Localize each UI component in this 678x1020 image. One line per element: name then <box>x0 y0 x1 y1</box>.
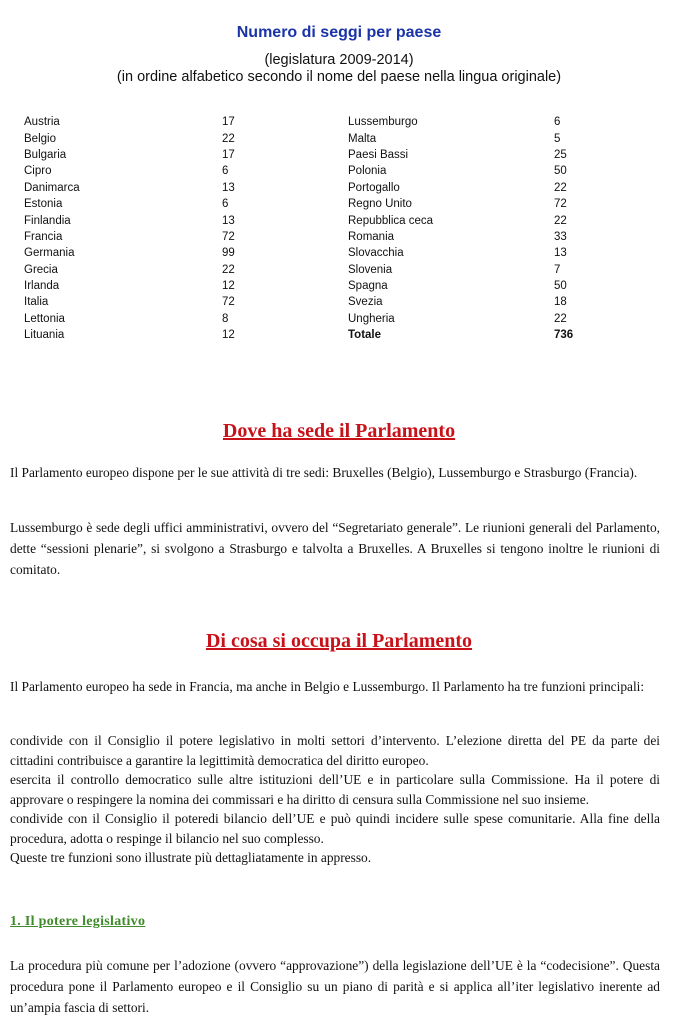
seat-count: 25 <box>554 148 567 161</box>
country-name: Spagna <box>348 280 388 293</box>
country-name: Lussemburgo <box>348 116 418 129</box>
seats-row <box>348 180 628 196</box>
country-name: Cipro <box>24 165 52 178</box>
seat-count: 17 <box>222 148 235 161</box>
seats-row <box>24 245 304 261</box>
seat-count: 13 <box>554 247 567 260</box>
country-name: Lituania <box>24 329 65 342</box>
seat-count: 6 <box>554 116 561 129</box>
seats-row <box>348 245 628 261</box>
total-value: 736 <box>554 329 574 342</box>
seats-row <box>24 212 304 228</box>
country-name: Slovenia <box>348 263 393 276</box>
seats-row <box>24 311 304 327</box>
seats-row <box>24 114 304 130</box>
seat-count: 22 <box>554 312 567 325</box>
seat-count: 22 <box>222 263 235 276</box>
seats-row <box>24 278 304 294</box>
seats-row <box>348 130 628 146</box>
sede-paragraph-1: Il Parlamento europeo dispone per le sue attività di tre sedi: Bruxelles (Belgio), Lussemburgo e Strasburgo (Francia). <box>10 465 638 480</box>
seats-row <box>348 294 628 310</box>
country-name: Polonia <box>348 165 387 178</box>
seat-count: 13 <box>222 214 235 227</box>
country-name: Regno Unito <box>348 198 412 211</box>
seats-row <box>348 212 628 228</box>
seats-row <box>348 147 628 163</box>
country-name: Danimarca <box>24 181 80 194</box>
seat-count: 33 <box>554 230 567 243</box>
seat-count: 6 <box>222 198 229 211</box>
heading-sede: Dove ha sede il Parlamento <box>222 420 456 442</box>
country-name: Grecia <box>24 263 58 276</box>
country-name: Belgio <box>24 132 56 145</box>
function-item: Queste tre funzioni sono illustrate più dettagliatamente in appresso. <box>10 850 372 865</box>
seats-row <box>348 278 628 294</box>
country-name: Slovacchia <box>348 247 404 260</box>
function-item: esercita il controllo democratico sulle altre istituzioni dell’UE e in particolare sulla Commissione. Ha il potere di approvare o respingere la nomina dei commissari e ha diritto di censura sulla Commissione nel suo insieme. <box>10 772 660 807</box>
seat-count: 50 <box>554 280 567 293</box>
seats-total-row <box>348 327 628 343</box>
seats-row <box>348 196 628 212</box>
seats-table-right <box>348 114 628 343</box>
country-name: Italia <box>24 296 49 309</box>
heading-occupa: Di cosa si occupa il Parlamento <box>205 630 473 652</box>
seat-count: 72 <box>222 230 235 243</box>
seats-table-left <box>24 114 304 343</box>
seats-title: Numero di seggi per paese <box>236 24 442 41</box>
seat-count: 50 <box>554 165 567 178</box>
seat-count: 72 <box>554 198 567 211</box>
total-label: Totale <box>348 329 382 342</box>
seat-count: 72 <box>222 296 235 309</box>
seats-row <box>24 327 304 343</box>
seat-count: 99 <box>222 247 235 260</box>
country-name: Irlanda <box>24 280 60 293</box>
sede-paragraph-2: Lussemburgo è sede degli uffici amministrativi, ovvero del “Segretariato generale”. Le riunioni generali del Parlamento, dette “sessioni plenarie”, si svolgono a Strasburgo e talvolta a Bruxelles. A Bruxelles si tengono inoltre le riunioni di comitato. <box>10 520 660 577</box>
country-name: Francia <box>24 230 63 243</box>
country-name: Repubblica ceca <box>348 214 434 227</box>
country-name: Lettonia <box>24 312 65 325</box>
seat-count: 8 <box>222 312 229 325</box>
seat-count: 12 <box>222 329 235 342</box>
seats-row <box>24 262 304 278</box>
country-name: Portogallo <box>348 181 400 194</box>
occupa-paragraph-1: Il Parlamento europeo ha sede in Francia, ma anche in Belgio e Lussemburgo. Il Parlamento ha tre funzioni principali: <box>10 679 645 694</box>
seats-row <box>348 262 628 278</box>
country-name: Austria <box>24 116 60 129</box>
seats-row <box>24 196 304 212</box>
country-name: Svezia <box>348 296 383 309</box>
seat-count: 22 <box>554 181 567 194</box>
seats-row <box>24 163 304 179</box>
seat-count: 22 <box>222 132 235 145</box>
country-name: Ungheria <box>348 312 395 325</box>
legislativo-paragraph-1: La procedura più comune per l’adozione (ovvero “approvazione”) della legislazione dell’UE è la “codecisione”. Questa procedura pone il Parlamento europeo e il Consiglio su un piano di parità e si applica all’iter legislativo inerente ad un’ampia fascia di settori. <box>10 958 660 1015</box>
function-item: condivide con il Consiglio il potere legislativo in molti settori d’intervento. L’elezione diretta del PE da parte dei cittadini contribuisce a garantire la legittimità democratica del diritto europeo. <box>10 733 660 768</box>
country-name: Germania <box>24 247 75 260</box>
country-name: Bulgaria <box>24 148 67 161</box>
seats-row <box>348 163 628 179</box>
seat-count: 5 <box>554 132 561 145</box>
seats-row <box>24 294 304 310</box>
seat-count: 22 <box>554 214 567 227</box>
function-item: condivide con il Consiglio il poteredi bilancio dell’UE e può quindi incidere sulle spese comunitarie. Alla fine della procedura, adotta o respinge il bilancio nel suo complesso. <box>10 811 660 846</box>
seat-count: 18 <box>554 296 567 309</box>
country-name: Malta <box>348 132 377 145</box>
country-name: Estonia <box>24 198 63 211</box>
seats-row <box>348 114 628 130</box>
seats-subtitle <box>0 52 678 86</box>
seat-count: 7 <box>554 263 561 276</box>
seats-subtitle-line1: (legislatura 2009-2014) <box>264 52 414 68</box>
seat-count: 12 <box>222 280 235 293</box>
country-name: Romania <box>348 230 395 243</box>
country-name: Paesi Bassi <box>348 148 409 161</box>
seats-row <box>348 311 628 327</box>
seats-row <box>24 180 304 196</box>
seat-count: 6 <box>222 165 229 178</box>
seat-count: 13 <box>222 181 235 194</box>
heading-legislativo: 1. Il potere legislativo <box>10 914 146 929</box>
seats-row <box>24 229 304 245</box>
seats-row <box>348 229 628 245</box>
seats-row <box>24 147 304 163</box>
country-name: Finlandia <box>24 214 71 227</box>
seats-subtitle-line2: (in ordine alfabetico secondo il nome del paese nella lingua originale) <box>116 69 562 85</box>
occupa-functions <box>10 731 660 868</box>
seats-row <box>24 130 304 146</box>
seat-count: 17 <box>222 116 235 129</box>
